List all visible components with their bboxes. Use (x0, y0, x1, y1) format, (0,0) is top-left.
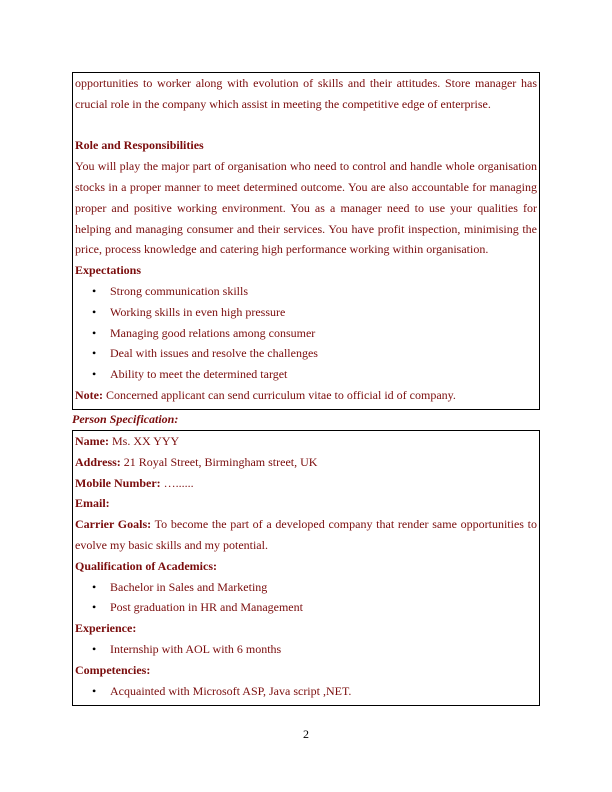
goals-line: Carrier Goals: To become the part of a developed company that render same opportunities to evolve my basic skills and my potential. (75, 517, 538, 552)
person-specification-heading: Person Specification: (72, 412, 179, 426)
address-line: Address: 21 Royal Street, Birmingham street, UK (75, 454, 318, 469)
competencies-heading: Competencies: (75, 662, 151, 677)
academics-list (75, 577, 537, 619)
bullet-icon: • (92, 346, 97, 361)
experience-list (75, 639, 537, 660)
list-item: • Strong communication skills (75, 281, 537, 302)
page-number: 2 (303, 727, 309, 741)
bullet-icon: • (92, 304, 97, 319)
bullet-icon: • (92, 325, 97, 340)
person-specification-box (72, 430, 540, 706)
name-line: Name: Ms. XX YYY (75, 434, 180, 448)
bullet-icon: • (92, 283, 97, 298)
note-line (75, 385, 537, 406)
competencies-list (75, 681, 537, 702)
mobile-line: Mobile Number: …...... (75, 475, 194, 490)
bullet-icon: • (92, 600, 97, 615)
job-description-box (72, 72, 540, 410)
list-item: • Bachelor in Sales and Marketing (75, 577, 537, 598)
bullet-icon: • (92, 579, 97, 594)
expectations-list (75, 281, 537, 385)
email-line: Email: (75, 496, 110, 511)
list-item: • Internship with AOL with 6 months (75, 639, 537, 660)
academics-heading: Qualification of Academics: (75, 558, 217, 573)
roles-paragraph: You will play the major part of organisation who need to control and handle whole organisation stocks in a proper manner to meet determined outcome. You are also accountable for managing proper and positive working environment. You as a manager need to use your qualities for helping and managing consumer and their services. You have profit inspection, minimising the price, process knowledge and catering high performance working within organisation. (75, 159, 537, 257)
expectations-heading: Expectations (75, 263, 141, 278)
bullet-icon: • (92, 367, 97, 382)
note-label: Note: (75, 387, 103, 402)
list-item: • Working skills in even high pressure (75, 302, 537, 323)
list-item: • Deal with issues and resolve the challenges (75, 343, 537, 364)
list-item: • Acquainted with Microsoft ASP, Java script ,NET. (75, 681, 537, 702)
list-item: • Managing good relations among consumer (75, 323, 537, 344)
list-item: • Post graduation in HR and Management (75, 597, 537, 618)
experience-heading: Experience: (75, 621, 137, 636)
bullet-icon: • (92, 683, 97, 698)
note-text: Concerned applicant can send curriculum vitae to official id of company. (102, 387, 456, 402)
intro-paragraph: opportunities to worker along with evolution of skills and their attitudes. Store manager has crucial role in the company which assist in meeting the competitive edge of enterprise. (75, 76, 537, 111)
roles-heading: Role and Responsibilities (75, 138, 204, 153)
bullet-icon: • (92, 641, 97, 656)
list-item: • Ability to meet the determined target (75, 364, 537, 385)
blank-line (75, 115, 537, 136)
